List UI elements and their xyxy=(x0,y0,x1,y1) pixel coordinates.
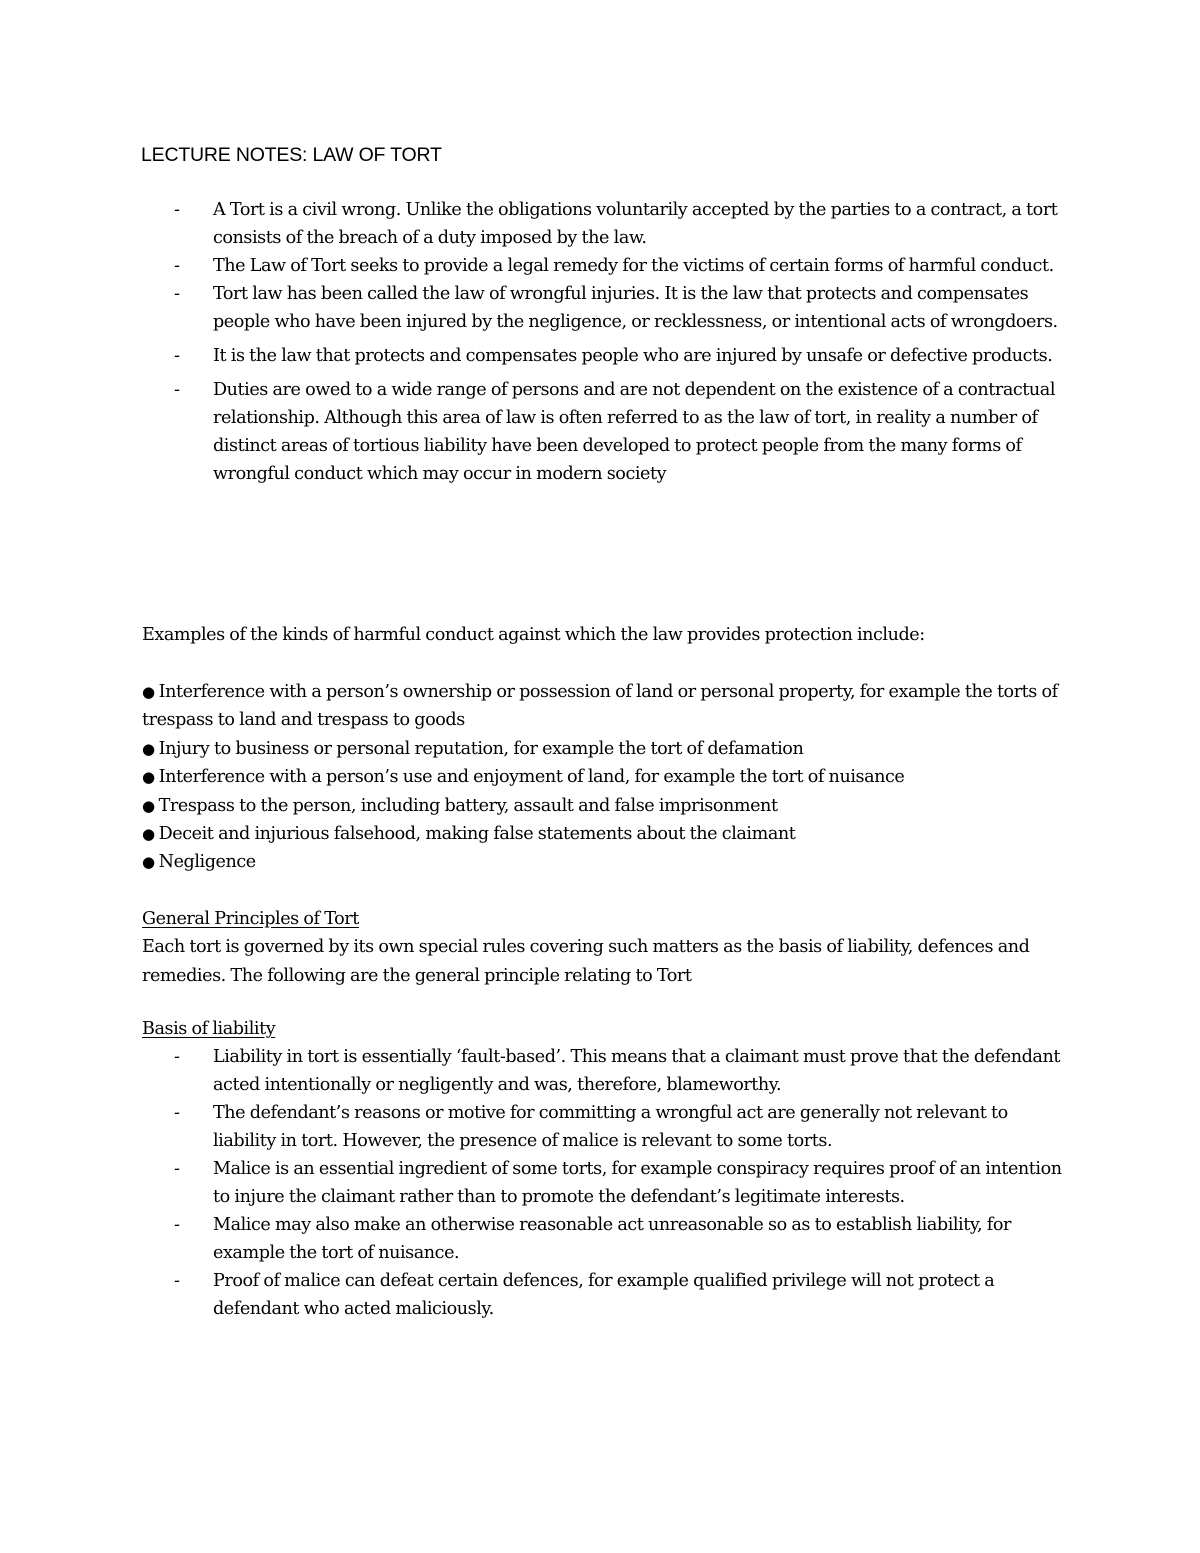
basis-of-liability-heading: Basis of liability xyxy=(142,1019,276,1039)
list-item xyxy=(142,678,1072,735)
list-item xyxy=(142,820,1072,848)
example-text: Trespass to the person, including battery, assault and false imprisonment xyxy=(158,795,778,816)
dash-bullet-icon: - xyxy=(174,1047,180,1067)
liability-point-text: Liability in tort is essentially ‘fault-based’. This means that a claimant must prove that the defendant acted intentionally or negligently and was, therefore, blameworthy. xyxy=(213,1047,1060,1095)
intro-point-text: The Law of Tort seeks to provide a legal remedy for the victims of certain forms of harmful conduct. xyxy=(213,256,1054,276)
examples-intro: Examples of the kinds of harmful conduct against which the law provides protection include: xyxy=(142,625,925,645)
list-item xyxy=(142,848,1072,876)
intro-points-list xyxy=(0,196,1200,488)
page-title: LECTURE NOTES: LAW OF TORT xyxy=(141,144,442,166)
dash-bullet-icon: - xyxy=(174,256,180,276)
dash-bullet-icon: - xyxy=(174,346,180,366)
example-text: Injury to business or personal reputation, for example the tort of defamation xyxy=(158,738,804,759)
bullet-dot-icon: ● xyxy=(142,853,155,872)
dash-bullet-icon: - xyxy=(174,1215,180,1235)
liability-point-text: Malice may also make an otherwise reasonable act unreasonable so as to establish liability, for example the tort of nuisance. xyxy=(213,1215,1011,1263)
example-text: Deceit and injurious falsehood, making false statements about the claimant xyxy=(158,824,796,845)
intro-point-text: A Tort is a civil wrong. Unlike the obligations voluntarily accepted by the parties to a contract, a tort consists of the breach of a duty imposed by the law. xyxy=(213,200,1058,248)
list-item xyxy=(0,196,1068,252)
bullet-dot-icon: ● xyxy=(142,683,155,701)
liability-points-list xyxy=(0,1043,1200,1323)
examples-list xyxy=(142,678,1072,877)
example-text: Negligence xyxy=(158,852,256,873)
list-item xyxy=(0,1211,1068,1267)
liability-point-text: Proof of malice can defeat certain defences, for example qualified privilege will not protect a defendant who acted maliciously. xyxy=(213,1271,995,1319)
list-item xyxy=(142,735,1072,763)
general-principles-heading: General Principles of Tort xyxy=(142,909,359,929)
bullet-dot-icon: ● xyxy=(142,825,155,844)
list-item xyxy=(0,376,1068,488)
list-item xyxy=(0,280,1068,336)
general-principles-text: Each tort is governed by its own special rules covering such matters as the basis of liability, defences and remedies. The following are the general principle relating to Tort xyxy=(142,937,1030,986)
list-item xyxy=(0,1155,1068,1211)
intro-point-text: It is the law that protects and compensates people who are injured by unsafe or defective products. xyxy=(213,346,1053,366)
intro-point-text: Duties are owed to a wide range of persons and are not dependent on the existence of a contractual relationship. Although this area of law is often referred to as the law of tort, in reality a number of distinct areas of tortious liability have been developed to protect people from the many forms of wrongful conduct which may occur in modern society xyxy=(213,380,1056,484)
example-text: Interference with a person’s ownership or possession of land or personal property, for example the torts of trespass to land and trespass to goods xyxy=(142,682,1058,731)
list-item xyxy=(0,252,1068,280)
dash-bullet-icon: - xyxy=(174,1103,180,1123)
bullet-dot-icon: ● xyxy=(142,796,155,815)
bullet-dot-icon: ● xyxy=(142,739,155,758)
bullet-dot-icon: ● xyxy=(142,768,155,787)
list-item xyxy=(0,1267,1068,1323)
dash-bullet-icon: - xyxy=(174,1271,180,1291)
dash-bullet-icon: - xyxy=(174,380,180,400)
dash-bullet-icon: - xyxy=(174,1159,180,1179)
list-item xyxy=(0,1043,1068,1099)
liability-point-text: The defendant’s reasons or motive for committing a wrongful act are generally not relevant to liability in tort. However, the presence of malice is relevant to some torts. xyxy=(213,1103,1008,1151)
dash-bullet-icon: - xyxy=(174,200,180,220)
liability-point-text: Malice is an essential ingredient of some torts, for example conspiracy requires proof of an intention to injure the claimant rather than to promote the defendant’s legitimate interests. xyxy=(213,1159,1062,1207)
list-item xyxy=(142,763,1072,791)
dash-bullet-icon: - xyxy=(174,284,180,304)
list-item xyxy=(0,1099,1068,1155)
intro-point-text: Tort law has been called the law of wrongful injuries. It is the law that protects and compensates people who have been injured by the negligence, or recklessness, or intentional acts of wrongdoers. xyxy=(213,284,1058,332)
list-item xyxy=(0,342,1068,370)
example-text: Interference with a person’s use and enjoyment of land, for example the tort of nuisance xyxy=(158,767,905,788)
list-item xyxy=(142,792,1072,820)
